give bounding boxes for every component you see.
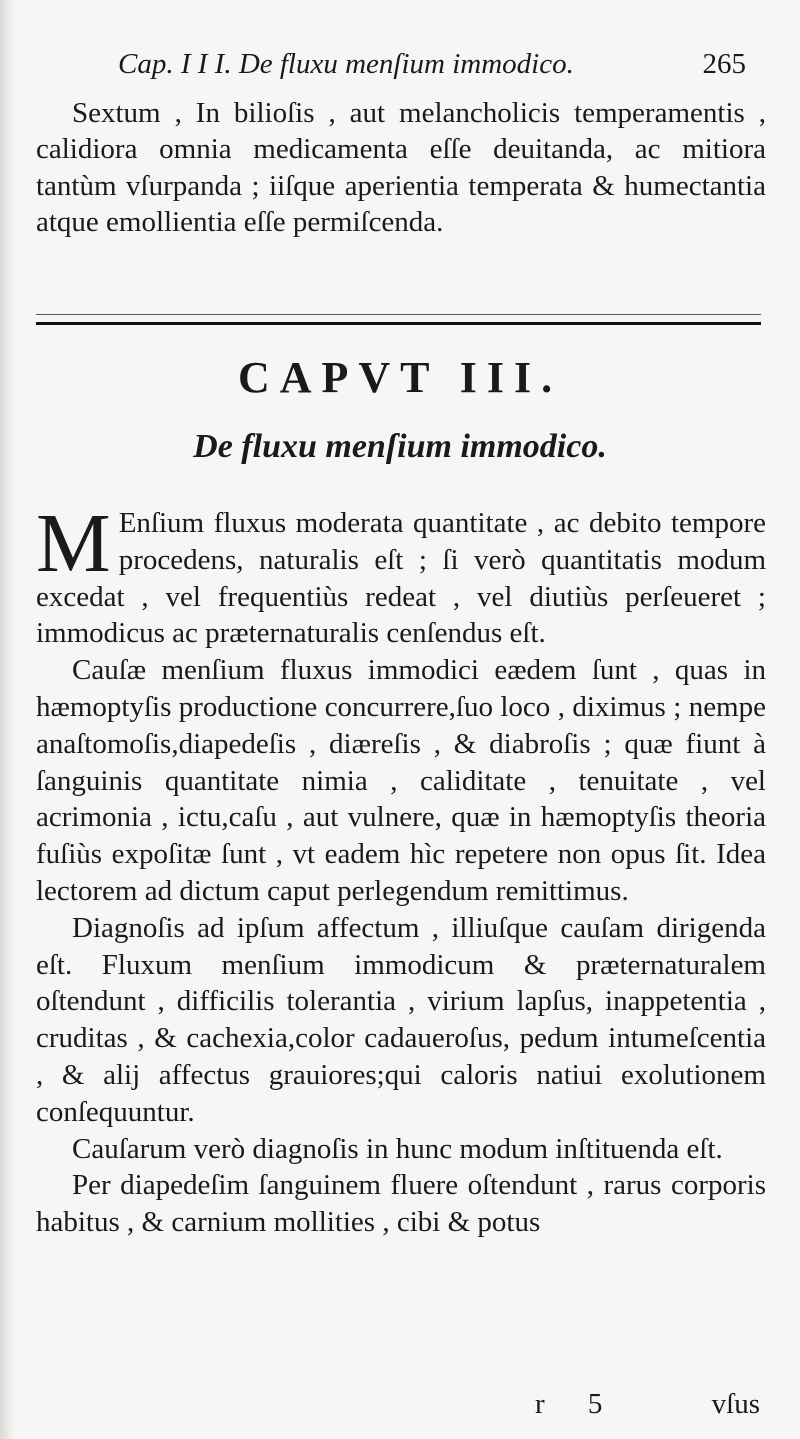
signature-mark: r 5 bbox=[535, 1388, 621, 1420]
chapter-title: CAPVT III. bbox=[237, 353, 563, 402]
main-text bbox=[36, 497, 766, 1241]
paragraph-1 bbox=[36, 497, 766, 652]
drop-cap-initial: M bbox=[36, 497, 111, 590]
page-footer bbox=[0, 1388, 800, 1428]
page-header bbox=[118, 48, 760, 88]
paragraph-1-text: Enſium fluxus moderata quantitate , ac debito tempore procedens, naturalis eſt ; ſi verò quantitatis modum excedat , vel frequentiùs redeat , vel diutiùs perſeueret ; immodicus ac præternaturalis cenſendus eſt. bbox=[36, 507, 766, 650]
running-head: Cap. I I I. De fluxu menſium immodico. bbox=[118, 48, 574, 80]
paragraph-3: Diagnoſis ad ipſum affectum , illiuſque cauſam dirigenda eſt. Fluxum menſium immodicum & præternaturalem oſtendunt , difficilis tolerantia , virium lapſus, inappetentia , cruditas , & cachexia,color cadaueroſus, pedum intumeſcentia , & alij affectus grauiores;qui caloris natiui exolutionem conſequuntur. bbox=[36, 911, 766, 1128]
paragraph-4: Cauſarum verò diagnoſis in hunc modum inſtituenda eſt. bbox=[72, 1132, 723, 1165]
top-paragraph: Sextum , In bilioſis , aut melancholicis temperamentis , calidiora omnia medicamenta eſſe deuitanda, ac mitiora tantùm vſurpanda ; iiſque aperientia temperata & humectantia atque emollientia eſſe permiſcenda. bbox=[36, 97, 766, 239]
paragraph-2: Cauſæ menſium fluxus immodici eædem ſunt , quas in hæmoptyſis productione concurrere,ſuo loco , diximus ; nempe anaſtomoſis,diapedeſis , diæreſis , & diabroſis ; quæ fiunt à ſanguinis quantitate nimia , caliditate , tenuitate , vel acrimonia , ictu,caſu , aut vulnere, quæ in hæmoptyſis theoria fuſiùs expoſitæ ſunt , vt eadem hìc repetere non opus ſit. Idea lectorem ad dictum caput perlegendum remittimus. bbox=[36, 654, 766, 907]
divider-thin bbox=[36, 314, 761, 315]
divider-thick bbox=[36, 322, 761, 325]
chapter-subtitle: De fluxu menſium immodico. bbox=[193, 428, 607, 465]
catchword: vſus bbox=[711, 1388, 760, 1420]
page-number: 265 bbox=[702, 48, 746, 80]
paragraph-5: Per diapedeſim ſanguinem fluere oſtendunt , rarus corporis habitus , & carnium mollities , cibi & potus bbox=[36, 1169, 766, 1239]
